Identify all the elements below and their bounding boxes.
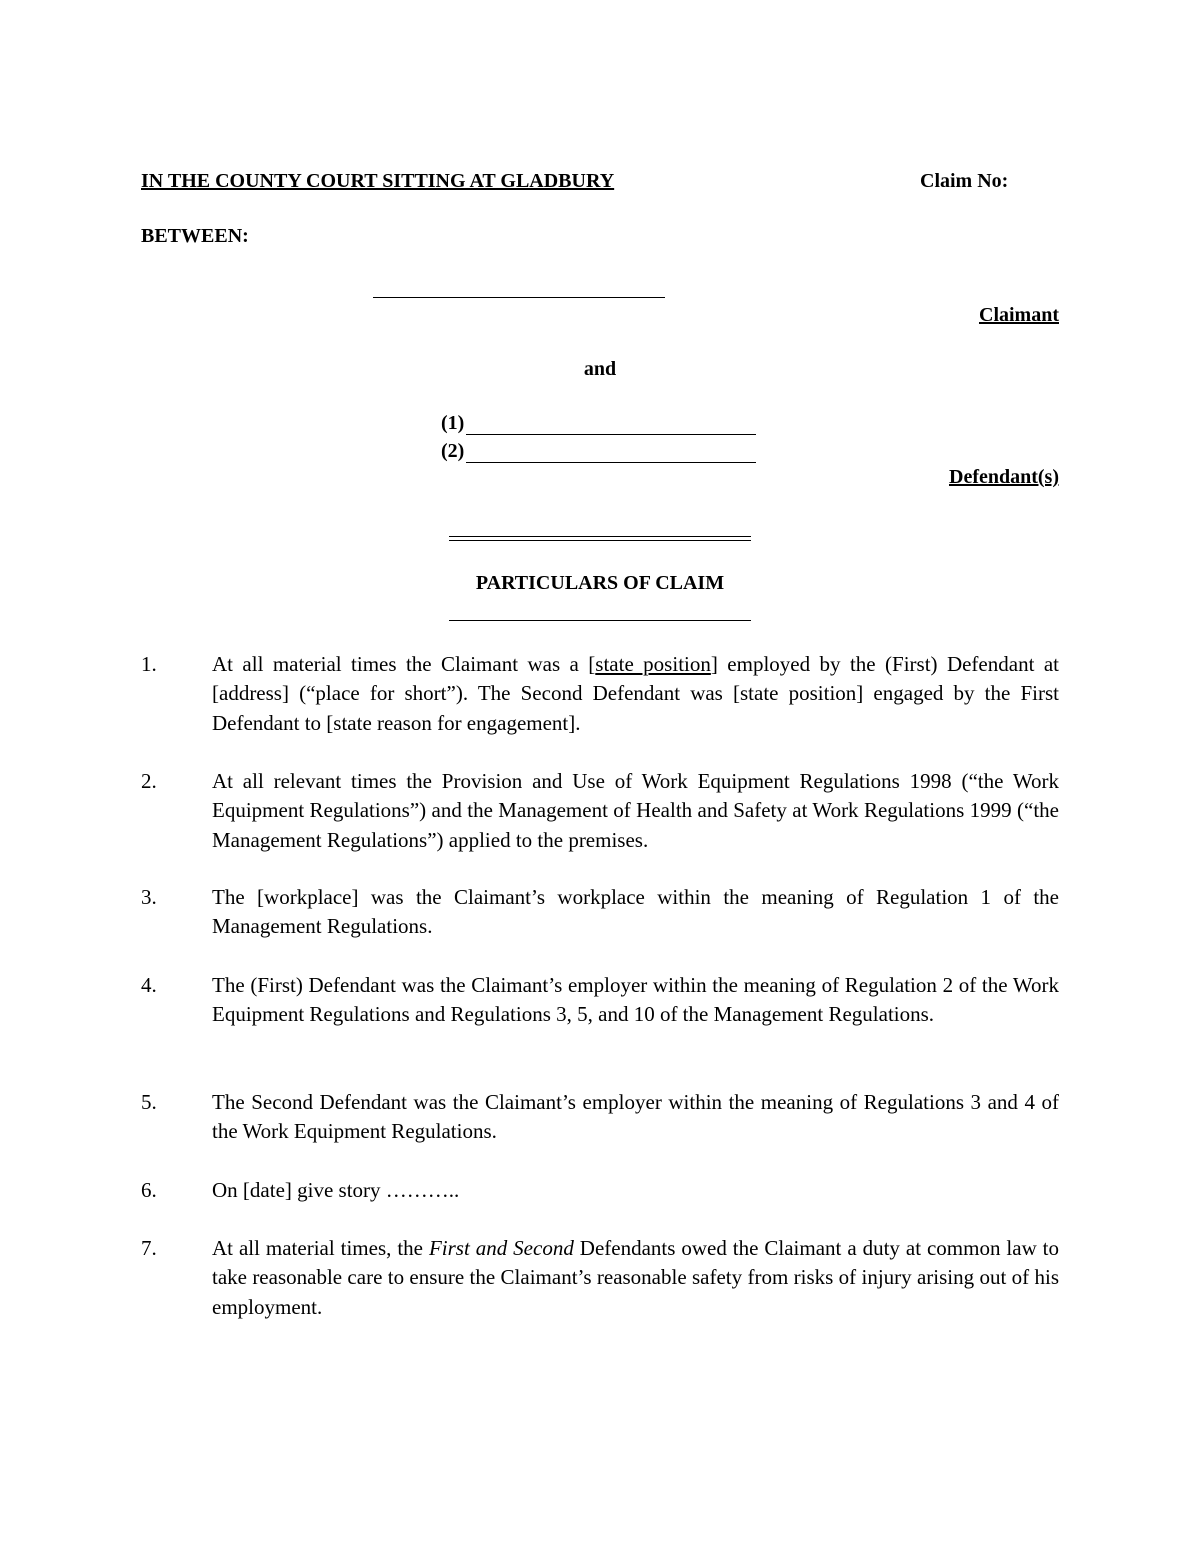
title-top-rule [449,536,751,541]
paragraph-3 [141,883,1059,942]
defendant-2-line [441,440,756,463]
paragraph-text: The (First) Defendant was the Claimant’s employer within the meaning of Regulation 2 of the Work Equipment Regulations and Regulations 3, 5, and 10 of the Management Regulations. [212,973,1059,1027]
and-label: and [583,358,617,380]
italic-emphasis: First and Second [428,1236,574,1260]
paragraph-text: The [workplace] was the Claimant’s workplace within the meaning of Regulation 1 of the Management Regulations. [212,885,1059,939]
title-bottom-rule [449,620,751,621]
between-label: BETWEEN: [141,225,249,247]
paragraph-text: At all relevant times the Provision and Use of Work Equipment Regulations 1998 (“the Work Equipment Regulations”) and the Management of Health and Safety at Work Regulations 1999 (“the Management Regulations”) applied to the premises. [212,769,1059,852]
paragraph-4 [141,971,1059,1030]
paragraph-number: 7. [141,1236,157,1260]
paragraph-2 [141,767,1059,855]
state-position-placeholder: state position [595,652,711,676]
paragraph-text: At all material times, the First and Second Defendants owed the Claimant a duty at common law to take reasonable care to ensure the Claimant’s reasonable safety from risks of injury arising out of his employment. [212,1236,1060,1319]
defendant-1-line [441,412,756,435]
paragraph-5 [141,1088,1059,1147]
paragraph-number: 5. [141,1090,157,1114]
paragraph-text: At all material times the Claimant was a [state position] employed by the (First) Defendant at [address] (“place for short”). The Second Defendant was [state position] engaged by the First Defendant to [state reason for engagement]. [212,652,1059,735]
document-title: PARTICULARS OF CLAIM [475,572,725,594]
paragraph-1 [141,650,1059,738]
claimant-name-blank [373,297,665,298]
claim-number-label: Claim No: [920,170,1009,192]
paragraph-7 [141,1234,1059,1322]
paragraph-number: 1. [141,652,157,676]
paragraph-text: The Second Defendant was the Claimant’s employer within the meaning of Regulations 3 and 4 of the Work Equipment Regulations. [212,1090,1059,1144]
defendants-label: Defendant(s) [949,466,1059,488]
paragraph-text: On [date] give story ……….. [212,1178,460,1202]
paragraph-6 [141,1176,1059,1205]
defendant-2-prefix: (2) [441,440,465,462]
paragraph-number: 4. [141,973,157,997]
defendant-2-blank [466,446,756,463]
claimant-label: Claimant [979,304,1059,326]
paragraph-number: 3. [141,885,157,909]
court-title: IN THE COUNTY COURT SITTING AT GLADBURY [141,170,615,192]
defendant-1-blank [466,418,756,435]
paragraph-number: 2. [141,769,157,793]
defendant-1-prefix: (1) [441,412,465,434]
paragraph-number: 6. [141,1178,157,1202]
